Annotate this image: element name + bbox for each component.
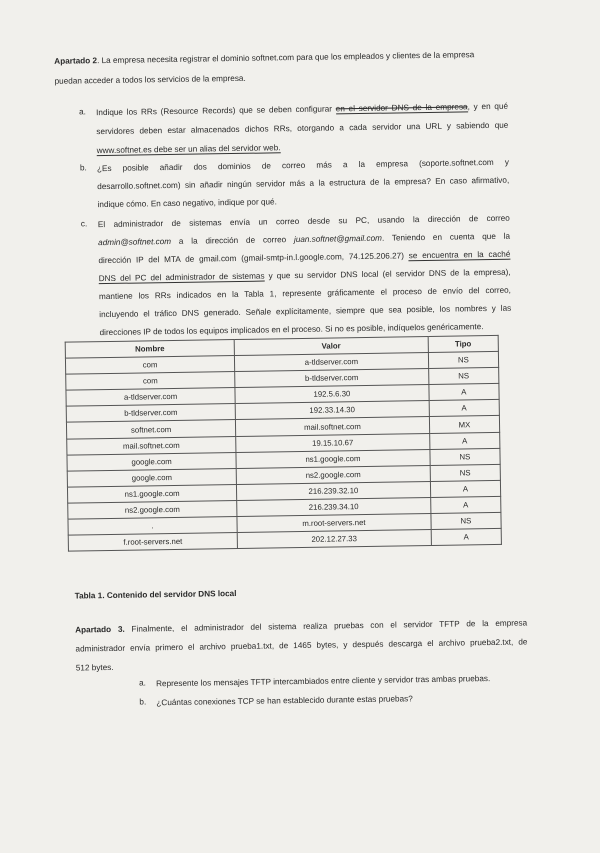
apartado2-intro-line1 (54, 49, 514, 67)
cell-nombre: b-tldserver.com (66, 404, 235, 423)
item-c-line3-underlined: se encuentra en la caché (408, 249, 511, 261)
cell-tipo: NS (428, 368, 499, 385)
cell-valor: 192.5.6.30 (235, 385, 429, 404)
item-c-line2-mid: a la dirección de correo (170, 235, 295, 247)
cell-nombre: mail.softnet.com (67, 436, 236, 455)
item-b-line1: ¿Es posible añadir dos dominios de correo más a la empresa (soporte.softnet.com y (96, 157, 509, 174)
item-b-line2: desarrollo.softnet.com) sin añadir ningún servidor más a la estructura de la empresa? En caso afirmativo, (97, 175, 510, 192)
sender-email: admin@softnet.com (98, 237, 172, 248)
item-a-line2: servidores deben estar almacenados dichos RRs, otorgando a cada servidor una URL y sabiendo que (96, 120, 509, 137)
cell-valor: 192.33.14.30 (235, 401, 429, 420)
apartado3-item-a-marker: a. (138, 678, 146, 688)
item-c-line4-underlined: DNS del PC del administrador de sistemas (98, 271, 265, 284)
apartado2-intro-line2: puedan acceder a todos los servicios de la empresa. (54, 73, 246, 86)
cell-nombre: google.com (67, 468, 236, 487)
cell-tipo: A (430, 480, 501, 497)
cell-tipo: NS (431, 512, 502, 529)
cell-valor: 216.239.34.10 (237, 497, 431, 516)
item-b-marker: b. (79, 163, 87, 173)
apartado3-item-b-marker: b. (139, 697, 147, 707)
cell-valor: 19.15.10.67 (236, 433, 430, 452)
dns-records-table (65, 335, 502, 552)
item-c-line5: mantiene los RRs indicados en la Tabla 1, represente gráficamente el proceso de envío del correo, (98, 285, 511, 302)
cell-valor: mail.softnet.com (235, 417, 429, 436)
item-c-line7: direcciones IP de todos los equipos implicados en el proceso. Si no es posible, indíquelos genéricamente. (99, 322, 484, 338)
item-a-marker: a. (79, 107, 86, 117)
cell-nombre: google.com (67, 452, 236, 471)
cell-valor: a-tldserver.com (234, 353, 428, 372)
apartado3-line1 (75, 617, 527, 635)
cell-tipo: A (429, 384, 500, 401)
cell-valor: 202.12.27.33 (237, 530, 431, 549)
item-c-line1: El administrador de sistemas envía un correo desde su PC, usando la dirección de correo (97, 213, 510, 230)
apartado3-line2: administrador envía primero el archivo prueba1.txt, de 1465 bytes, y después descarga el archivo prueba2.txt, de (75, 637, 528, 654)
header-tipo: Tipo (428, 335, 499, 352)
cell-nombre: ns2.google.com (68, 500, 237, 519)
cell-valor: b-tldserver.com (235, 369, 429, 388)
cell-nombre: a-tldserver.com (66, 388, 235, 407)
item-c-marker: c. (80, 219, 88, 229)
apartado3-item-b: ¿Cuántas conexiones TCP se han establecido durante estas pruebas? (156, 694, 413, 708)
cell-nombre: . (68, 517, 237, 536)
cell-tipo: A (431, 528, 502, 545)
item-c-line3 (98, 249, 510, 266)
item-a-line1-post: , y en qué (467, 101, 509, 112)
item-a-line1 (96, 101, 508, 118)
item-c-line2-post: . Teniendo en cuenta que la (381, 231, 511, 243)
header-valor: Valor (234, 336, 428, 355)
cell-tipo: A (429, 400, 500, 417)
cell-valor: ns1.google.com (236, 449, 430, 468)
cell-nombre: com (66, 372, 235, 391)
apartado3-item-a: Represente los mensajes TFTP intercambiados entre cliente y servidor tras ambas pruebas. (155, 674, 491, 689)
item-a-line1-pre: Indique los RRs (Resource Records) que se deben configurar (96, 104, 336, 118)
header-nombre: Nombre (65, 340, 234, 359)
cell-nombre: com (65, 356, 234, 375)
item-c-line4 (99, 267, 511, 284)
item-a-underlined: www.softnet.es debe ser un alias del servidor web. (96, 143, 281, 156)
recipient-email: juan.softnet@gmail.com (293, 233, 382, 245)
item-a-line3 (97, 139, 509, 156)
cell-valor: m.root-servers.net (237, 513, 431, 532)
apartado3-label: Apartado 3. (75, 624, 125, 635)
cell-tipo: A (430, 496, 501, 513)
cell-nombre: softnet.com (66, 420, 235, 439)
apartado3-line3: 512 bytes. (75, 662, 114, 673)
cell-valor: ns2.google.com (236, 465, 430, 484)
cell-valor: 216.239.32.10 (236, 481, 430, 500)
cell-tipo: NS (430, 448, 501, 465)
cell-tipo: A (429, 432, 500, 449)
item-c-line2 (98, 231, 510, 248)
cell-nombre: f.root-servers.net (68, 533, 237, 552)
cell-nombre: ns1.google.com (67, 484, 236, 503)
cell-tipo: MX (429, 416, 500, 433)
item-a-struck-text: en el servidor DNS de la empresa (335, 102, 468, 114)
cell-tipo: NS (430, 464, 501, 481)
item-c-line6: incluyendo el tráfico DNS generado. Señale explícitamente, siempre que sea posible, los nombres y las (99, 303, 512, 320)
cell-tipo: NS (428, 351, 499, 368)
item-c-line4-post: y que su servidor DNS local (el servidor DNS de la empresa), (264, 267, 511, 281)
apartado2-line1-text: . La empresa necesita registrar el dominio softnet.com para que los empleados y clientes de la empresa (96, 50, 475, 66)
apartado3-line1-text: Finalmente, el administrador del sistema realiza pruebas con el servidor TFTP de la empresa (124, 618, 528, 634)
item-b-line3: indique cómo. En caso negativo, indique por qué. (97, 197, 277, 210)
apartado2-label: Apartado 2 (54, 56, 98, 66)
table-caption: Tabla 1. Contenido del servidor DNS local (74, 589, 237, 601)
item-c-line3-pre: dirección IP del MTA de gmail.com (gmail-smtp-in.l.google.com, 74.125.206.27) (98, 251, 409, 266)
